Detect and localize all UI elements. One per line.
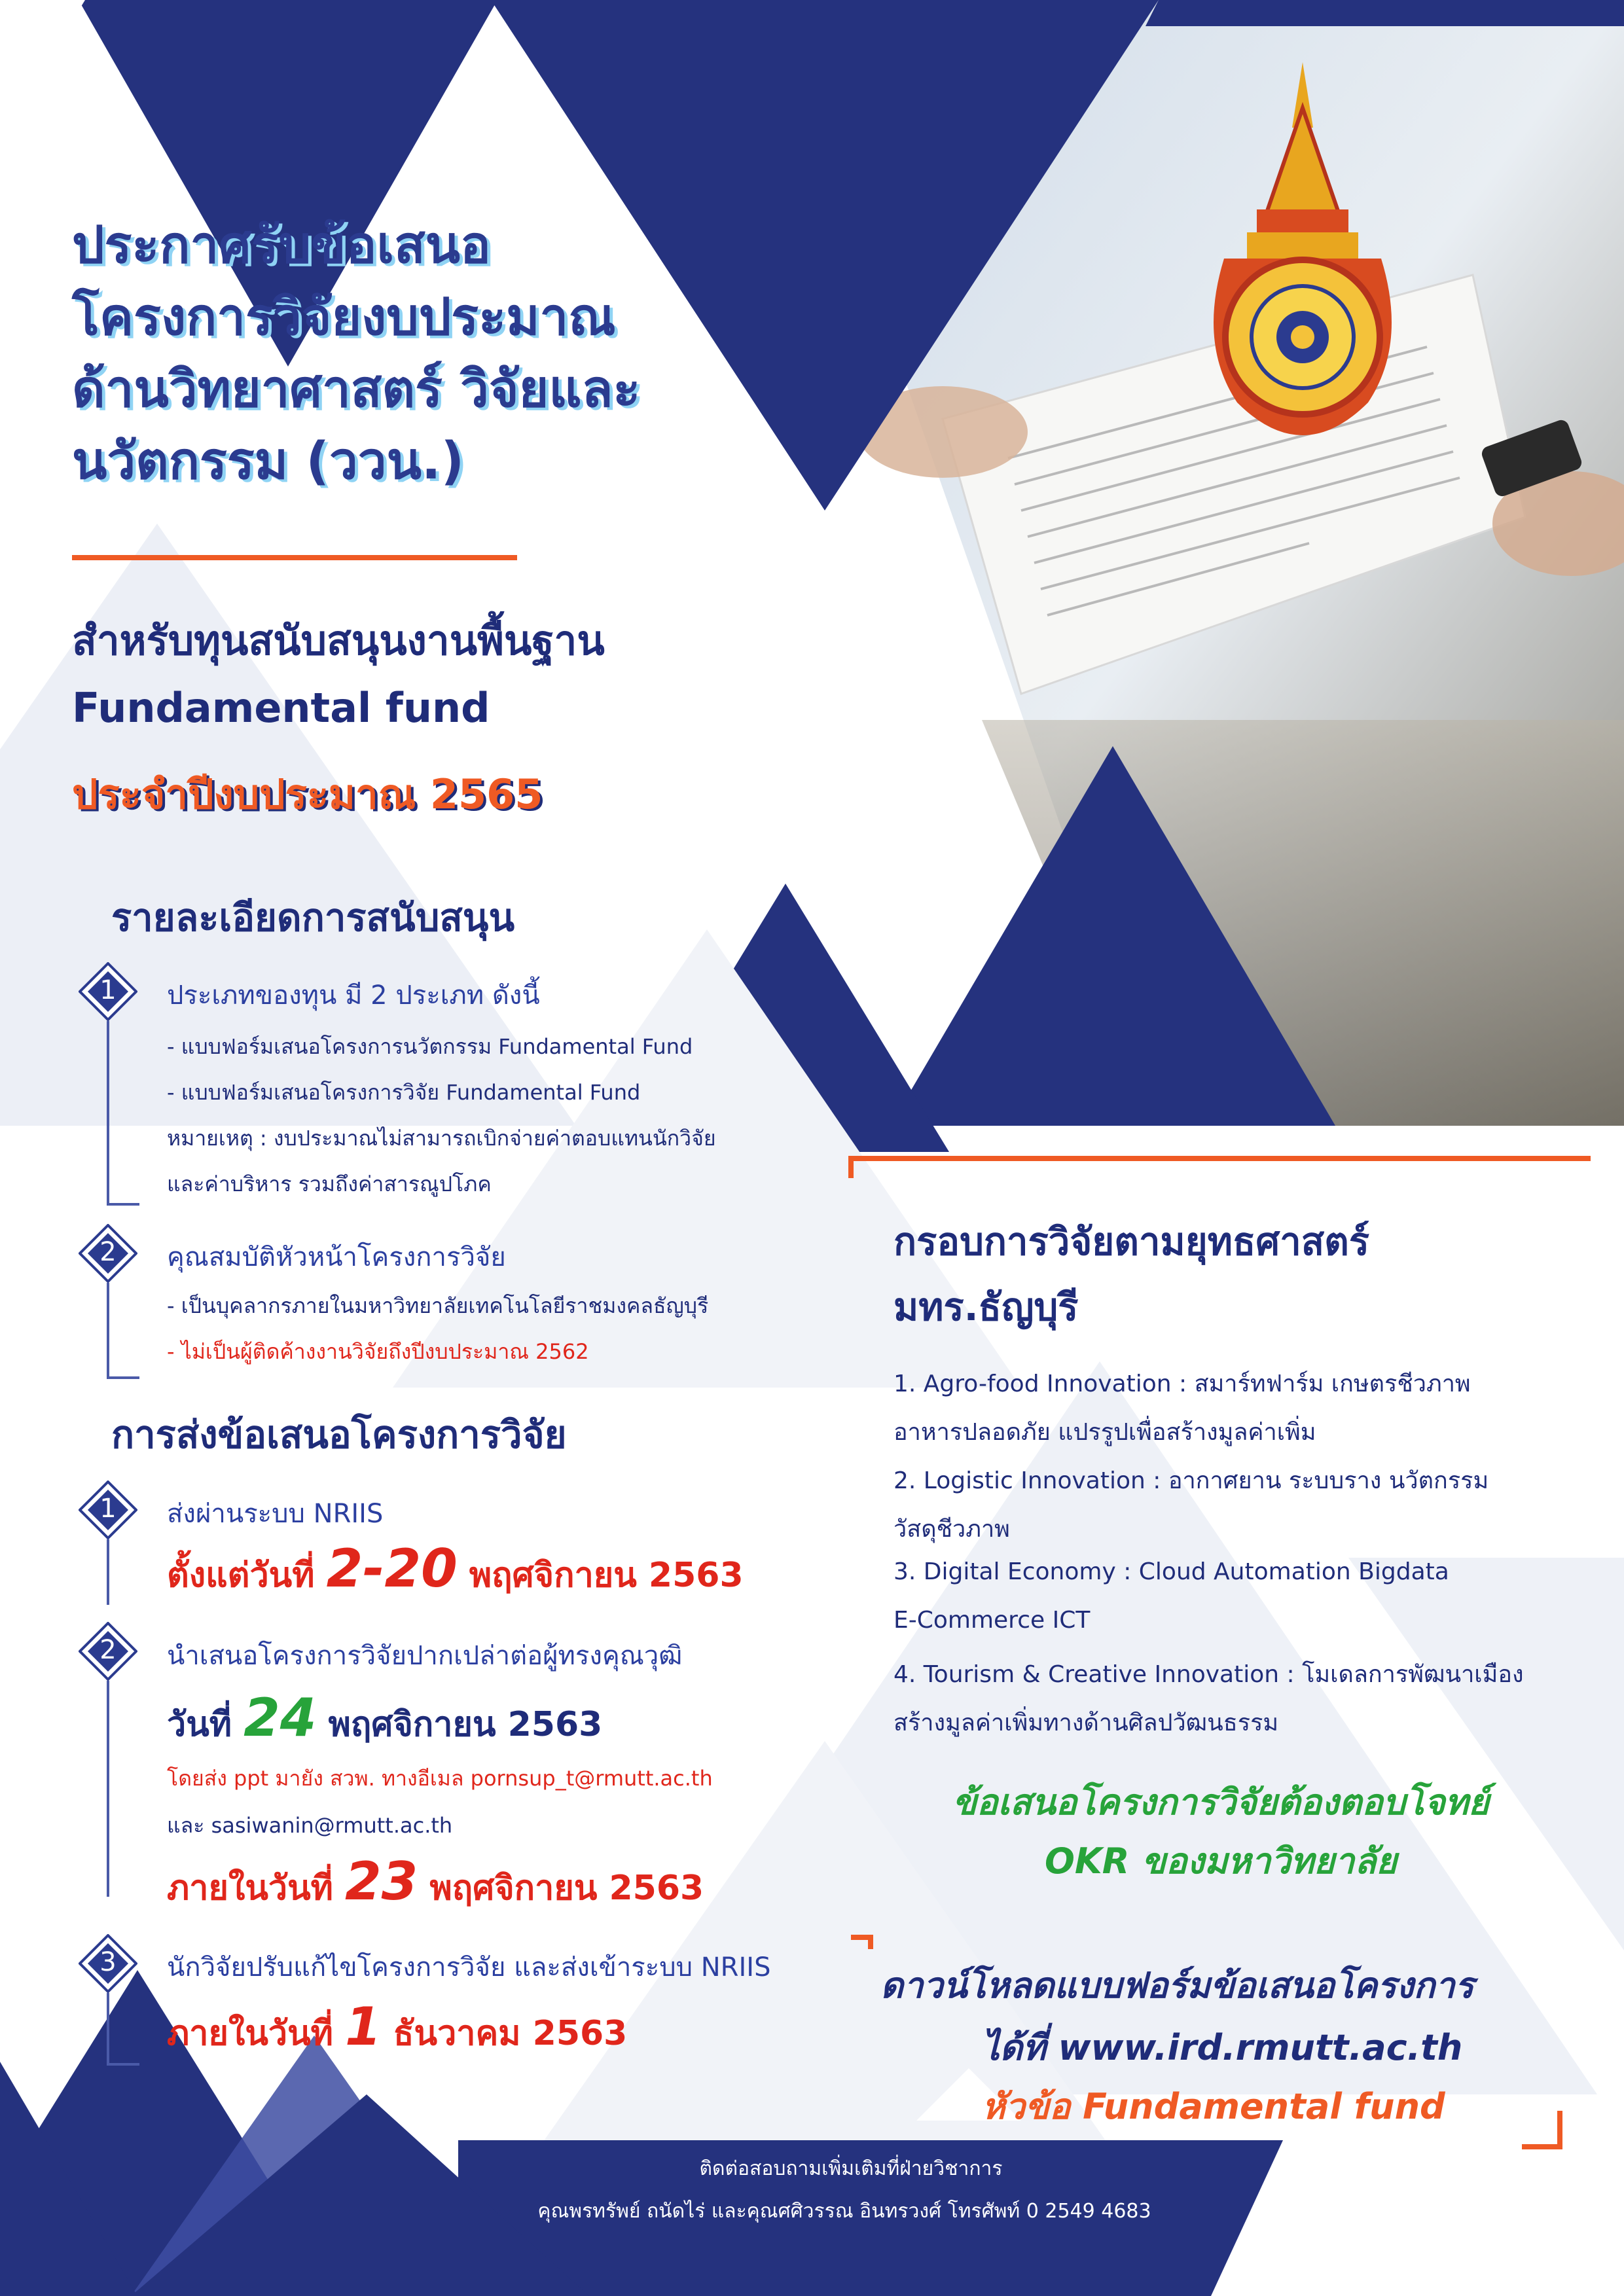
step-2-connector bbox=[107, 1681, 109, 1897]
step-3-connector-foot bbox=[107, 2063, 139, 2066]
step-1-date: ตั้งแต่วันที่ 2-20 พฤศจิกายน 2563 bbox=[167, 1538, 744, 1599]
step-2-heading: นำเสนอโครงการวิจัยปากเปล่าต่อผู้ทรงคุณวุฒิ bbox=[167, 1641, 683, 1671]
framework-line: E-Commerce ICT bbox=[893, 1607, 1091, 1634]
headline bbox=[72, 209, 890, 497]
item-1-connector-foot bbox=[107, 1203, 139, 1206]
okr-line-2: OKR ของมหาวิทยาลัย bbox=[1045, 1840, 1397, 1882]
framework-line: 4. Tourism & Creative Innovation : โมเดลการพัฒนาเมือง bbox=[893, 1661, 1524, 1688]
item-2-connector-foot bbox=[107, 1376, 139, 1379]
step-2-note-line-1: โดยส่ง ppt มายัง สวพ. ทางอีเมล pornsup_t@rmutt.ac.th bbox=[167, 1766, 713, 1791]
footer-line-2: คุณพรทรัพย์ ถนัดไร่ และคุณศศิวรรณ อินทรวงศ์ โทรศัพท์ 0 2549 4683 bbox=[537, 2200, 1151, 2223]
footer-line-1: ติดต่อสอบถามเพิ่มเติมที่ฝ่ายวิชาการ bbox=[699, 2157, 1003, 2180]
subtitle-line-3: ประจำปีงบประมาณ 2565 bbox=[72, 770, 543, 818]
framework-title-line-1: กรอบการวิจัยตามยุทธศาสตร์ bbox=[893, 1219, 1369, 1264]
item-1-heading: ประเภทของทุน มี 2 ประเภท ดังนี้ bbox=[167, 980, 540, 1011]
download-line-1: ดาวน์โหลดแบบฟอร์มข้อเสนอโครงการ bbox=[880, 1965, 1474, 2006]
item-1-line-1: - แบบฟอร์มเสนอโครงการนวัตกรรม Fundamental Fund bbox=[167, 1034, 693, 1059]
framework-title-line-2: มทร.ธัญบุรี bbox=[893, 1285, 1079, 1329]
headline-line-3: ด้านวิทยาศาสตร์ วิจัยและ bbox=[72, 360, 641, 419]
item-2-line-2: - ไม่เป็นผู้ติดค้างงานวิจัยถึงปีงบประมาณ 2562 bbox=[167, 1339, 589, 1364]
badge-step-1-number: 1 bbox=[99, 1494, 117, 1524]
framework-line: วัสดุชีวภาพ bbox=[893, 1516, 1010, 1543]
support-details-title: รายละเอียดการสนับสนุน bbox=[111, 895, 515, 940]
headline-line-4: นวัตกรรม (ววน.) bbox=[72, 432, 465, 491]
download-line-3: หัวข้อ Fundamental fund bbox=[982, 2086, 1445, 2127]
item-1-line-4: และค่าบริหาร รวมถึงค่าสารณูปโภค bbox=[167, 1172, 492, 1196]
framework-line: 1. Agro-food Innovation : สมาร์ทฟาร์ม เกษตรชีวภาพ bbox=[893, 1371, 1471, 1397]
item-2-heading: คุณสมบัติหัวหน้าโครงการวิจัย bbox=[167, 1242, 506, 1272]
subtitle-line-1: สำหรับทุนสนับสนุนงานพื้นฐาน bbox=[72, 617, 605, 664]
step-3-connector bbox=[107, 1993, 109, 2065]
framework-line: 2. Logistic Innovation : อากาศยาน ระบบราง นวัตกรรม bbox=[893, 1467, 1489, 1494]
item-2-connector bbox=[107, 1283, 109, 1378]
framework-line: สร้างมูลค่าเพิ่มทางด้านศิลปวัฒนธรรม bbox=[893, 1710, 1279, 1736]
item-1-line-2: - แบบฟอร์มเสนอโครงการวิจัย Fundamental Fund bbox=[167, 1080, 641, 1105]
step-3-heading: นักวิจัยปรับแก้ไขโครงการวิจัย และส่งเข้าระบบ NRIIS bbox=[167, 1952, 771, 1982]
step-1-connector bbox=[107, 1539, 109, 1605]
step-3-date: ภายในวันที่ 1 ธันวาคม 2563 bbox=[167, 1996, 628, 2057]
item-1-line-3: หมายเหตุ : งบประมาณไม่สามารถเบิกจ่ายค่าตอบแทนนักวิจัย bbox=[167, 1126, 716, 1151]
framework-line: อาหารปลอดภัย แปรรูปเพื่อสร้างมูลค่าเพิ่ม bbox=[893, 1419, 1316, 1446]
download-line-2[interactable]: ได้ที่ www.ird.rmutt.ac.th bbox=[982, 2027, 1463, 2068]
badge-1-number: 1 bbox=[99, 975, 117, 1005]
badge-2-number: 2 bbox=[99, 1237, 117, 1267]
university-emblem-logo bbox=[1198, 62, 1407, 481]
headline-line-1: ประกาศรับข้อเสนอ bbox=[72, 216, 491, 275]
badge-step-3-number: 3 bbox=[99, 1947, 117, 1977]
step-2-date: วันที่ 24 พฤศจิกายน 2563 bbox=[167, 1687, 603, 1748]
badge-step-2-number: 2 bbox=[99, 1635, 117, 1665]
item-2-line-1: - เป็นบุคลากรภายในมหาวิทยาลัยเทคโนโลยีราชมงคลธัญบุรี bbox=[167, 1293, 709, 1318]
subtitle-line-2: Fundamental fund bbox=[72, 684, 490, 732]
step-1-heading: ส่งผ่านระบบ NRIIS bbox=[167, 1499, 384, 1529]
headline-line-2: โครงการวิจัยงบประมาณ bbox=[72, 288, 616, 347]
submission-title: การส่งข้อเสนอโครงการวิจัย bbox=[111, 1412, 567, 1457]
step-2-note-line-2: และ sasiwanin@rmutt.ac.th bbox=[167, 1813, 453, 1838]
step-2-deadline: ภายในวันที่ 23 พฤศจิกายน 2563 bbox=[167, 1851, 704, 1912]
okr-line-1: ข้อเสนอโครงการวิจัยต้องตอบโจทย์ bbox=[952, 1782, 1489, 1823]
framework-list bbox=[893, 1365, 1524, 1752]
headline-divider bbox=[72, 555, 517, 560]
framework-line: 3. Digital Economy : Cloud Automation Bigdata bbox=[893, 1558, 1449, 1585]
item-1-connector bbox=[107, 1021, 109, 1204]
